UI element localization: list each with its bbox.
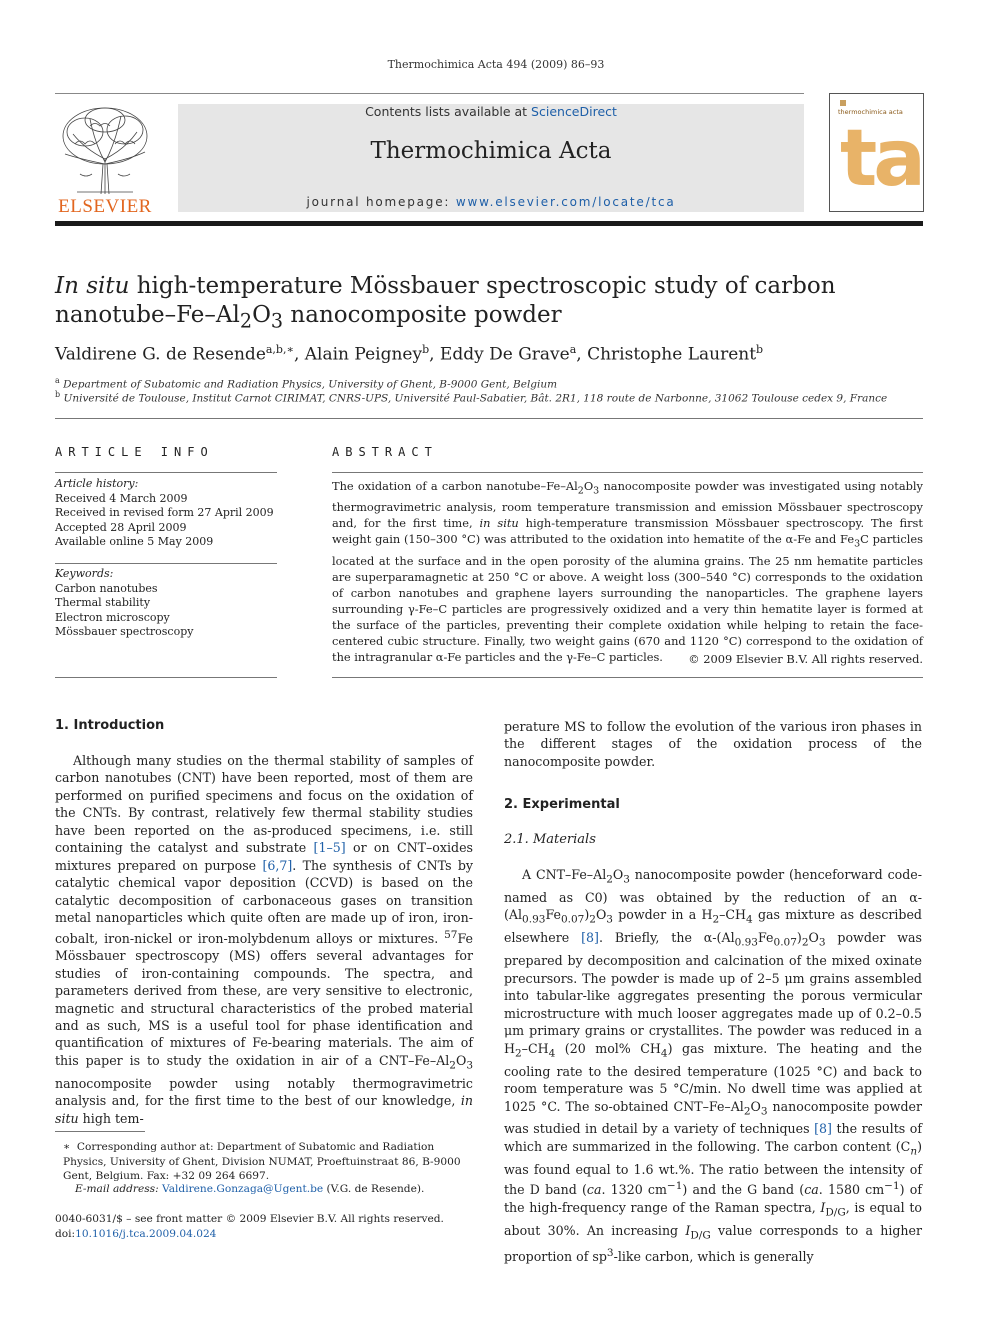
journal-title: Thermochimica Acta bbox=[370, 138, 612, 164]
introduction-continued-paragraph: perature MS to follow the evolution of the various iron phases in the different stages of the oxidation process of the nanocomposite powder. bbox=[504, 719, 922, 769]
cover-letters: ta bbox=[840, 114, 922, 204]
materials-paragraph: A CNT–$Fe-Al_2O_3$ nanocomposite powder (henceforward code-named as C0) was obtained by the reduction of an $\alpha-(Al_{0.93}Fe_{0.07})_2O_3$ powder in a $H_2-CH_4$ gas mixture as described elsewhere [8]. Briefly, the $\alpha-(Al_{0.93}Fe_{0.07})_2O_3$ powder was prepared by decomposition and calcination of the mixed oxinate precursors. The powder is made up of 2–5 μm grains assembled into tabular-like aggregates presenting the porous vermicular microstructure with much looser aggregates made up of 0.2–0.5 μm primary grains or crystallites. The powder was reduced in a $H_2-CH_4$ (20 mol% $CH_4$) gas mixture. The heating and the cooling rate to the desired temperature (1025 °C) and back to room temperature was 5 °C/min. No dwell time was applied at 1025 °C. The so-obtained CNT–$Fe-Al_2O_3$ nanocomposite powder was studied in detail by a variety of techniques [8] the results of which are summarized in the following. The carbon content $(C_n)$ was found equal to 1.6 wt.%. The ratio between the intensity of the D band (ca. 1320 $cm^{-1}$) and the G band (ca. 1580 $cm^{-1}$) of the high-frequency range of the Raman spectra, $I_{D/G}$, is equal to about 30%. An increasing $I_{D/G}$ value corresponds to a higher proportion of $sp^3$-like carbon, which is generally bbox=[504, 867, 922, 1265]
affiliation-a-text: Department of Subatomic and Radiation Physics, University of Ghent, B-9000 Gent, Belgium bbox=[63, 378, 558, 391]
email-link[interactable]: Valdirene.Gonzaga@Ugent.be bbox=[162, 1183, 324, 1195]
introduction-paragraph: Although many studies on the thermal stability of samples of carbon nanotubes (CNT) have been reported, most of them are performed on purified specimens and focus on the oxidation of the CNTs. By contrast, relatively few thermal stability studies have been reported on the as-produced specimens, i.e. still containing the catalyst and substrate [1–5] or on CNT–oxides mixtures prepared on purpose [6,7]. The synthesis of CNTs by catalytic chemical vapor deposition (CCVD) is based on the catalytic decomposition of carbonaceous gases on transition metal nanoparticles which quite often are made up of iron, iron-cobalt, iron-nickel or iron-molybdenum alloys or mixtures. $^{57}$Fe Mössbauer spectroscopy (MS) offers several advantages for studies of iron-containing compounds. The spectra, and parameters derived from these, are very sensitive to electronic, magnetic and structural characteristics of the probed material and as such, MS is a useful tool for phase identification and quantification of mixtures of Fe-bearing materials. The aim of this paper is to study the oxidation in air of a CNT–$Fe-Al_2O_3$ nanocomposite powder using notably thermogravimetric analysis and, for the first time to the best of our knowledge, in situ high tem- bbox=[55, 753, 474, 1126]
keyword: Thermal stability bbox=[55, 596, 151, 609]
issn-line: 0040-6031/$ – see front matter © 2009 Elsevier B.V. All rights reserved. bbox=[55, 1213, 444, 1225]
doi-link[interactable]: 10.1016/j.tca.2009.04.024 bbox=[75, 1228, 217, 1240]
abstract-copyright: © 2009 Elsevier B.V. All rights reserved. bbox=[688, 652, 923, 666]
keyword: Carbon nanotubes bbox=[55, 581, 158, 595]
section-experimental-heading: 2. Experimental bbox=[504, 797, 620, 812]
cover-title: thermochimica acta bbox=[838, 108, 903, 116]
keyword: Mössbauer spectroscopy bbox=[55, 625, 194, 638]
abstract-rule bbox=[332, 472, 923, 473]
elsevier-tree-icon bbox=[55, 104, 155, 196]
elsevier-logo[interactable] bbox=[55, 104, 155, 216]
journal-cover[interactable] bbox=[829, 93, 924, 212]
footnote-rule bbox=[55, 1131, 145, 1132]
article-info-heading: ARTICLE INFO bbox=[55, 445, 214, 459]
journal-homepage bbox=[178, 195, 804, 209]
article-info-rule bbox=[55, 472, 277, 473]
affiliation-a: $^a$ Department of Subatomic and Radiation Physics, University of Ghent, B-9000 Gent, Belgium bbox=[55, 376, 558, 391]
header-top-rule bbox=[55, 93, 804, 94]
keyword: Electron microscopy bbox=[55, 610, 170, 624]
contents-prefix: Contents lists available at bbox=[365, 104, 532, 119]
journal-citation: Thermochimica Acta 494 (2009) 86–93 bbox=[387, 58, 605, 71]
journal-header-panel bbox=[178, 104, 804, 212]
keywords-rule bbox=[55, 563, 277, 564]
introduction-body bbox=[55, 752, 473, 1127]
sciencedirect-link[interactable]: ScienceDirect bbox=[531, 104, 617, 119]
history-label: Article history: bbox=[55, 477, 139, 490]
article-title: In situ high-temperature Mössbauer spectroscopic study of carbon nanotube–$Fe-Al_2O_3$ nanocomposite powder bbox=[55, 273, 836, 333]
doi-line bbox=[55, 1227, 473, 1242]
homepage-link[interactable]: www.elsevier.com/locate/tca bbox=[455, 195, 676, 209]
history-revised: Received in revised form 27 April 2009 bbox=[55, 506, 274, 519]
subsection-materials-heading: 2.1. Materials bbox=[504, 832, 596, 847]
homepage-label: journal homepage: bbox=[306, 195, 456, 209]
corresponding-author-footnote: ∗ Corresponding author at: Department of Subatomic and Radiation Physics, University of Ghent, Division NUMAT, Proeftuinstraat 86, B-9000 Gent, Belgium. Fax: +32 09 264 6697. bbox=[63, 1141, 461, 1182]
history-received: Received 4 March 2009 bbox=[55, 491, 188, 505]
email-suffix: (V.G. de Resende). bbox=[323, 1183, 425, 1195]
introduction-continued bbox=[504, 718, 922, 770]
affiliation-b: $^b$ Université de Toulouse, Institut Carnot CIRIMAT, CNRS-UPS, Université Paul-Sabatier, Bât. 2R1, 118 route de Narbonne, 31062 Toulouse cedex 9, France bbox=[55, 390, 888, 405]
cover-mark-icon bbox=[840, 100, 846, 106]
abstract-bottom-rule bbox=[332, 677, 923, 678]
header-thick-rule bbox=[55, 221, 923, 226]
email-footnote bbox=[55, 1182, 473, 1197]
abstract-body: The oxidation of a carbon nanotube–$Fe-Al_2O_3$ nanocomposite powder was investigated using notably thermogravimetric analysis, room temperature transmission and emission Mössbauer spectroscopy and, for the first time, in situ high-temperature transmission Mössbauer spectroscopy. The first weight gain (150–300 °C) was attributed to the oxidation into hematite of the α-Fe and $Fe_3C$ particles located at the surface and in the open porosity of the alumina grains. The 25 nm hematite particles are superparamagnetic at 250 °C or above. A weight loss (300–540 °C) corresponds to the oxidation of carbon nanotubes and graphene layers surrounding the nanoparticles. The graphene layers surrounding γ-Fe–C particles are progressively oxidized and a very thin hematite layer is formed at the surface of the particles, preventing their complete oxidation while helping to retain the face-centered cubic structure. Finally, two weight gains (670 and 1120 °C) correspond to the oxidation of the intragranular α-Fe particles and the γ-Fe–C particles. bbox=[332, 479, 923, 664]
abstract-heading: ABSTRACT bbox=[332, 445, 438, 459]
affiliation-rule bbox=[55, 418, 923, 419]
history-accepted: Accepted 28 April 2009 bbox=[55, 520, 187, 534]
article-info-bottom-rule bbox=[55, 677, 277, 678]
keywords-block bbox=[55, 567, 277, 640]
article-history bbox=[55, 477, 277, 550]
author-list: Valdirene G. de Resende$^{a,b,∗}$, Alain Peigney$^b$, Eddy De Grave$^a$, Christophe Laurent$^b$ bbox=[55, 343, 764, 365]
doi-label: doi: bbox=[55, 1228, 76, 1240]
affiliation-b-text: Université de Toulouse, Institut Carnot CIRIMAT, CNRS-UPS, Université Paul-Sabatier, Bât. 2R1, 118 route de Narbonne, 31062 Toulouse cedex 9, France bbox=[63, 392, 888, 405]
keywords-label: Keywords: bbox=[55, 567, 114, 580]
contents-line bbox=[178, 104, 804, 119]
elsevier-wordmark: ELSEVIER bbox=[58, 196, 152, 217]
section-introduction-heading: 1. Introduction bbox=[55, 718, 165, 733]
email-label: E-mail address: bbox=[75, 1183, 163, 1195]
history-online: Available online 5 May 2009 bbox=[55, 535, 214, 548]
materials-body bbox=[504, 866, 922, 1266]
